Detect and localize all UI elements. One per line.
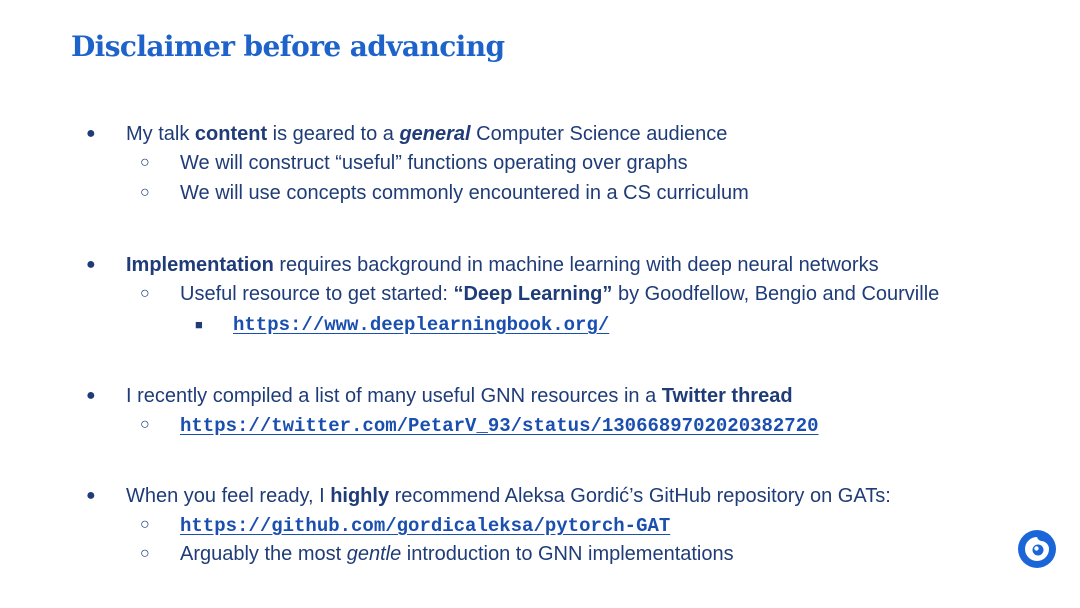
bold-segment: Twitter thread bbox=[661, 385, 793, 407]
text-segment: When you feel ready, I bbox=[126, 485, 331, 507]
bullet-circle: ○ bbox=[140, 416, 150, 433]
bullet-gnn-resources bbox=[126, 382, 793, 410]
link-deeplearningbook[interactable] bbox=[233, 310, 609, 338]
bullet-github-recommend bbox=[126, 482, 891, 510]
bullet-talk-content bbox=[126, 120, 727, 148]
bold-segment: Implementation bbox=[126, 254, 274, 276]
text-segment: I recently compiled a list of many useful GNN resources in a bbox=[126, 385, 662, 407]
text-segment: My talk bbox=[126, 123, 195, 145]
bullet-circle: ○ bbox=[140, 516, 150, 533]
sub-bullet-construct: We will construct “useful” functions operating over graphs bbox=[180, 152, 688, 174]
link-text[interactable]: https://github.com/gordicaleksa/pytorch-GAT bbox=[180, 515, 671, 537]
bullet-square: ■ bbox=[195, 317, 203, 332]
bold-segment: content bbox=[194, 123, 268, 145]
bold-segment: “Deep Learning” bbox=[453, 283, 613, 305]
slide-title: Disclaimer before advancing bbox=[71, 30, 505, 63]
sub-bullet-concepts: We will use concepts commonly encountered in a CS curriculum bbox=[180, 182, 749, 204]
text-segment: is geared to a bbox=[267, 123, 400, 145]
link-twitter-thread[interactable] bbox=[180, 411, 819, 439]
bold-italic-segment: general bbox=[399, 123, 471, 145]
text-segment: recommend Aleksa Gordić’s GitHub repository on GATs: bbox=[389, 485, 891, 507]
bullet-disc: ● bbox=[86, 256, 96, 273]
bullet-circle: ○ bbox=[140, 545, 150, 562]
bullet-disc: ● bbox=[86, 487, 96, 504]
bullet-implementation bbox=[126, 251, 879, 279]
text-segment: Computer Science audience bbox=[470, 123, 728, 145]
sub-bullet-gentle bbox=[180, 540, 734, 568]
italic-segment: gentle bbox=[346, 543, 402, 565]
text-segment: requires background in machine learning with deep neural networks bbox=[273, 254, 879, 276]
deepmind-logo-icon bbox=[1017, 529, 1057, 569]
link-text[interactable]: https://www.deeplearningbook.org/ bbox=[233, 314, 610, 336]
link-text[interactable]: https://twitter.com/PetarV_93/status/1306689702020382720 bbox=[180, 415, 819, 437]
bold-segment: highly bbox=[330, 485, 390, 507]
bullet-circle: ○ bbox=[140, 285, 150, 302]
bullet-circle: ○ bbox=[140, 184, 150, 201]
bullet-disc: ● bbox=[86, 125, 96, 142]
text-segment: Useful resource to get started: bbox=[180, 283, 454, 305]
link-github-repo[interactable] bbox=[180, 511, 670, 539]
sub-bullet-resource bbox=[180, 280, 939, 308]
text-segment: by Goodfellow, Bengio and Courville bbox=[612, 283, 940, 305]
text-segment: Arguably the most bbox=[180, 543, 347, 565]
text-segment: introduction to GNN implementations bbox=[401, 543, 734, 565]
bullet-disc: ● bbox=[86, 387, 96, 404]
bullet-circle: ○ bbox=[140, 154, 150, 171]
